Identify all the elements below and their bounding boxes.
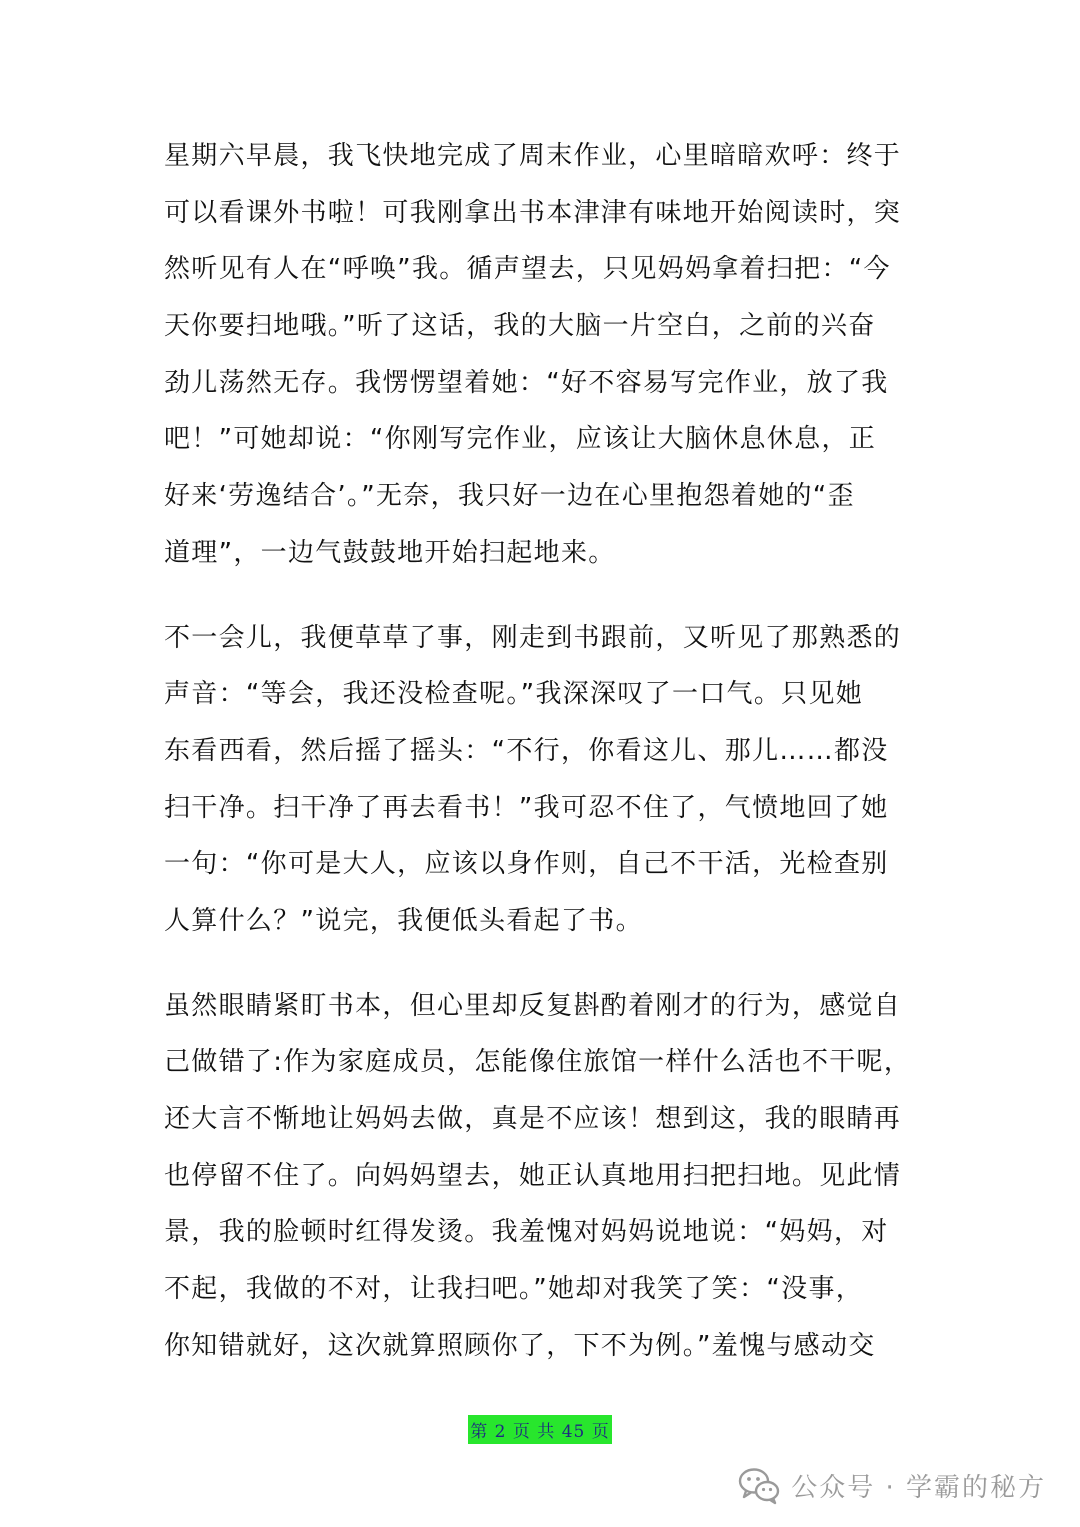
document-body xyxy=(164,128,920,1402)
text-line: 不一会儿，我便草草了事，刚走到书跟前，又听见了那熟悉的 xyxy=(164,622,902,653)
text-line: 己做错了:作为家庭成员，怎能像住旅馆一样什么活也不干呢， xyxy=(164,1047,912,1078)
watermark-text: 公众号 · 学霸的秘方 xyxy=(791,1472,1046,1503)
text-line: 虽然眼睛紧盯书本，但心里却反复斟酌着刚才的行为，感觉自 xyxy=(164,990,902,1021)
text-line: 一句：“你可是大人，应该以身作则，自己不干活，光检查别 xyxy=(164,849,889,880)
text-line: 扫干净。扫干净了再去看书！”我可忍不住了，气愤地回了她 xyxy=(164,792,889,823)
page-footer xyxy=(0,1415,1080,1444)
text-line: 吧！”可她却说：“你刚写完作业，应该让大脑休息休息，正 xyxy=(164,424,877,455)
text-line: 道理”，一边气鼓鼓地开始扫起地来。 xyxy=(164,537,616,568)
text-line: 然听见有人在“呼唤”我。循声望去，只见妈妈拿着扫把：“今 xyxy=(164,254,891,285)
text-line: 不起，我做的不对，让我扫吧。”她却对我笑了笑：“没事， xyxy=(164,1274,864,1305)
paragraph-1 xyxy=(164,128,920,582)
text-line: 还大言不惭地让妈妈去做，真是不应该！想到这，我的眼睛再 xyxy=(164,1104,902,1134)
text-line: 也停留不住了。向妈妈望去，她正认真地用扫把扫地。见此情 xyxy=(164,1160,902,1191)
text-line: 声音：“等会，我还没检查呢。”我深深叹了一口气。只见她 xyxy=(164,679,864,710)
text-line: 人算什么？”说完，我便低头看起了书。 xyxy=(164,905,643,936)
text-line: 你知错就好，这次就算照顾你了，下不为例。”羞愧与感动交 xyxy=(164,1330,876,1361)
text-line: 劲儿荡然无存。我愣愣望着她：“好不容易写完作业，放了我 xyxy=(164,367,889,398)
page-number: 第 2 页 共 45 页 xyxy=(468,1415,611,1444)
text-line: 好来‘劳逸结合’。”无奈，我只好一边在心里抱怨着她的“歪 xyxy=(164,481,855,512)
text-line: 星期六早晨，我飞快地完成了周末作业，心里暗暗欢呼：终于 xyxy=(164,141,902,171)
paragraph-2 xyxy=(164,610,920,950)
watermark xyxy=(737,1463,1046,1507)
paragraph-3 xyxy=(164,978,920,1375)
text-line: 东看西看，然后摇了摇头：“不行，你看这儿、那儿……都没 xyxy=(164,735,889,766)
text-line: 可以看课外书啦！可我刚拿出书本津津有味地开始阅读时，突 xyxy=(164,197,902,228)
wechat-icon xyxy=(737,1465,781,1505)
text-line: 天你要扫地哦。”听了这话，我的大脑一片空白，之前的兴奋 xyxy=(164,311,876,342)
text-line: 景，我的脸顿时红得发烫。我羞愧对妈妈说地说：“妈妈，对 xyxy=(164,1217,889,1248)
